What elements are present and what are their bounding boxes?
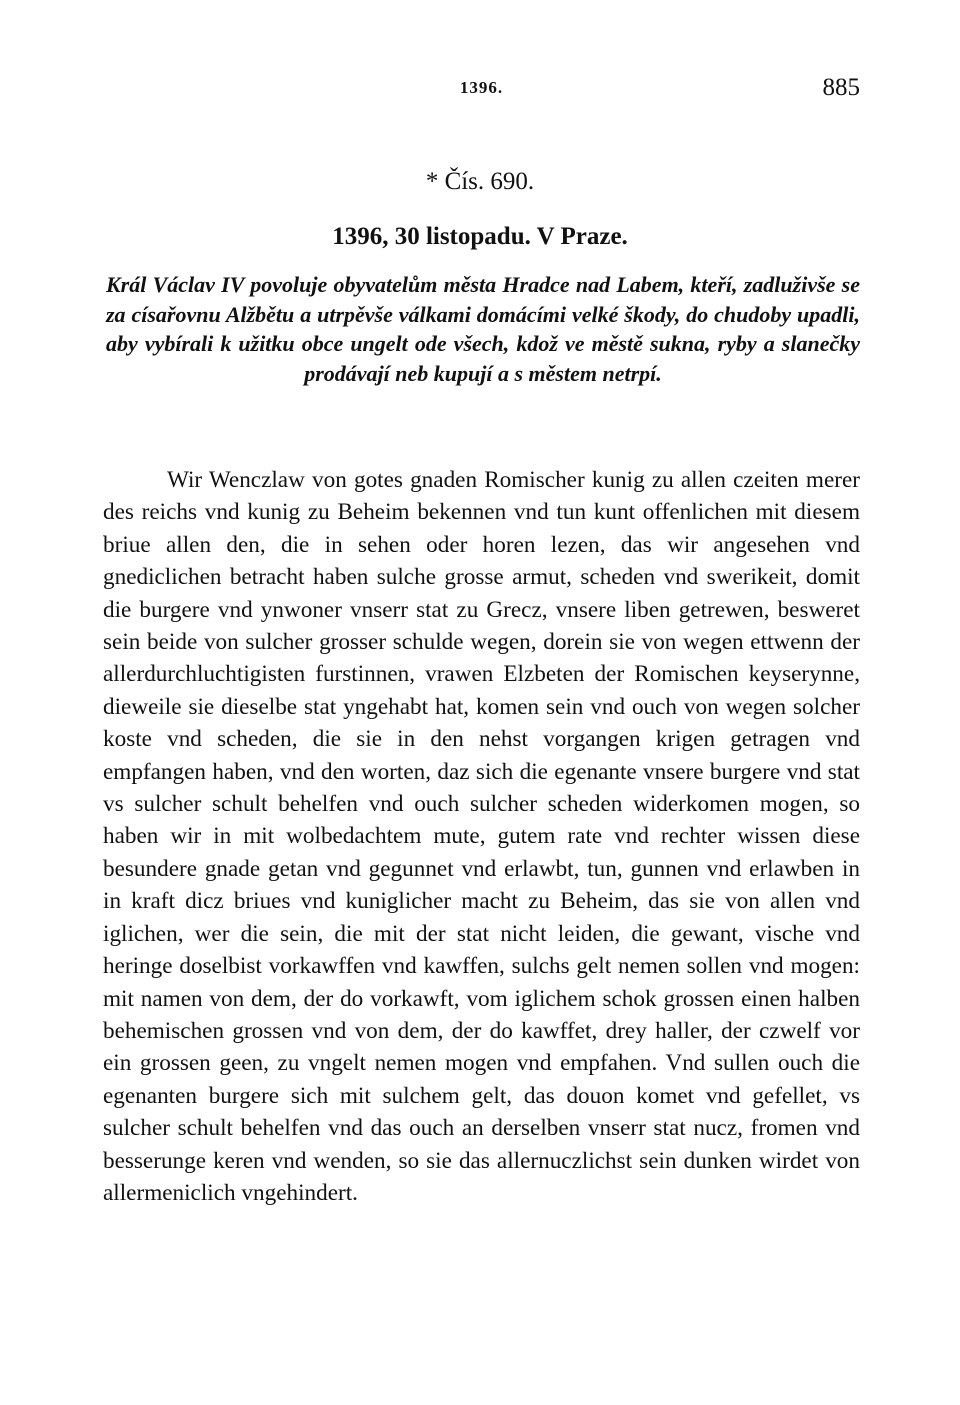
page-number: 885 [822, 74, 860, 101]
document-body-text: Wir Wenczlaw von gotes gnaden Romischer kunig zu allen czeiten merer des reichs vnd kunig zu Beheim bekennen vnd tun kunt offenlichen mit diesem briue allen den, die in sehen oder horen lezen, das wir angesehen vnd gnediclichen betracht haben sulche grosse armut, scheden vnd swerikeit, domit die burgere vnd ynwoner vnserr stat zu Grecz, vnsere liben getrewen, besweret sein beide von sulcher grosser schulde wegen, dorein sie von wegen ettwenn der allerdurchluchtigisten furstinnen, vrawen Elzbeten der Romischen keyserynne, dieweile sie dieselbe stat yngehabt hat, komen sein vnd ouch von wegen solcher koste vnd scheden, die sie in den nehst vorgangen krigen getragen vnd empfangen haben, vnd den worten, daz sich die egenante vnsere burgere vnd stat vs sulcher schult behelfen vnd ouch sulcher scheden widerkomen mogen, so haben wir in mit wolbedachtem mute, gutem rate vnd rechter wissen diese besundere gnade getan vnd gegunnet vnd erlawbt, tun, gunnen vnd erlawben in in kraft dicz briues vnd kuniglicher macht zu Beheim, das sie von allen vnd iglichen, wer die sein, die mit der stat nicht leiden, die gewant, vische vnd heringe doselbist vorkawffen vnd kawffen, sulchs gelt nemen sollen vnd mogen: mit namen von dem, der do vorkawft, vom iglichem schok grossen einen halben behemischen grossen vnd von dem, der do kawffet, drey haller, der czwelf vor ein grossen geen, zu vngelt nemen mogen vnd empfahen. Vnd sullen ouch die egenanten burgere sich mit sulchem gelt, das douon komet vnd gefellet, vs sulcher schult behelfen vnd das ouch an derselben vnserr stat nucz, fromen vnd besserunge keren vnd wenden, so sie das allernuczlichst sein dunken wirdet von allermeniclich vngehindert. [103, 467, 860, 1206]
running-header [103, 74, 860, 104]
running-head-year: 1396. [459, 78, 504, 97]
document-number: * Čís. 690. [425, 168, 535, 195]
document-regest: Král Václav IV povoluje obyvatelům města Hradce nad Labem, kteří, zadluživše se za císařovnu Alžbětu a utrpěvše válkami domácími velké škody, do chudoby upadli, aby vybírali k užitku obce ungelt ode všech, kdož ve městě sukna, ryby a slanečky prodávají neb kupují a s městem netrpí. [106, 272, 860, 386]
document-date-place: 1396, 30 listopadu. V Praze. [332, 223, 628, 250]
